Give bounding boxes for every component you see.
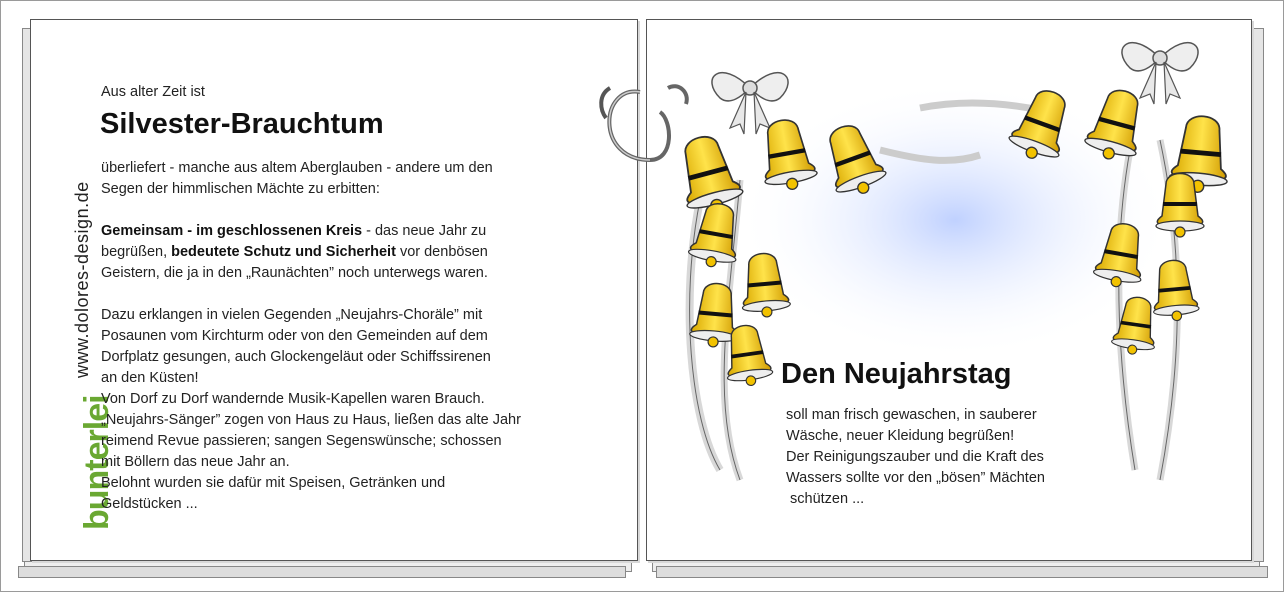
p3-line: Dazu erklangen in vielen Gegenden „Neujahrs-Choräle” mit [101, 307, 483, 323]
p2-bold-1: Gemeinsam - im geschlossenen Kreis [101, 223, 363, 239]
p3-line: mit Böllern das neue Jahr an. [101, 454, 290, 470]
p2-line-3: Geistern, die ja in den „Raunächten” noch unterwegs waren. [101, 265, 488, 281]
intro-line-1: überliefert - manche aus altem Aberglauben - andere um den [101, 160, 493, 176]
p3-line: Posaunen vom Kirchturm oder von den Gemeinden auf dem [101, 328, 488, 344]
p3-line: Dorfplatz gesungen, auch Glockengeläut oder Schiffssirenen [101, 349, 491, 365]
p3-line: an den Küsten! [101, 370, 199, 386]
p2-text-1: - das neue Jahr zu [362, 223, 487, 239]
intro-line-2: Segen der himmlischen Mächte zu erbitten: [101, 181, 380, 197]
p2-bold-2: bedeutete Schutz und Sicherheit [171, 244, 396, 260]
website-label: www.dolores-design.de [72, 181, 92, 378]
p3-line: reimend Revue passieren; sangen Segenswünsche; schossen [101, 433, 502, 449]
logo-text: bunterlei [78, 395, 116, 530]
right-line: schützen ... [786, 491, 865, 507]
right-title: Den Neujahrstag [781, 358, 1012, 390]
right-body [786, 405, 1116, 510]
p2-text-3: vor denbösen [395, 244, 488, 260]
subtitle: Aus alter Zeit ist [101, 84, 205, 100]
p3-line: Geldstücken ... [101, 496, 198, 512]
p3-line: „Neujahrs-Sänger” zogen von Haus zu Haus, ließen das alte Jahr [101, 412, 521, 428]
p2-text-2: begrüßen, [101, 244, 172, 260]
p3-line: Von Dorf zu Dorf wandernde Musik-Kapellen waren Brauch. [101, 391, 485, 407]
p3-line: Belohnt wurden sie dafür mit Speisen, Getränken und [101, 475, 446, 491]
right-line: Wassers sollte vor den „bösen” Mächten [786, 470, 1045, 486]
right-line: soll man frisch gewaschen, in sauberer [786, 407, 1037, 423]
page-title: Silvester-Brauchtum [100, 108, 384, 140]
right-line: Der Reinigungszauber und die Kraft des [786, 449, 1044, 465]
right-line: Wäsche, neuer Kleidung begrüßen! [786, 428, 1015, 444]
